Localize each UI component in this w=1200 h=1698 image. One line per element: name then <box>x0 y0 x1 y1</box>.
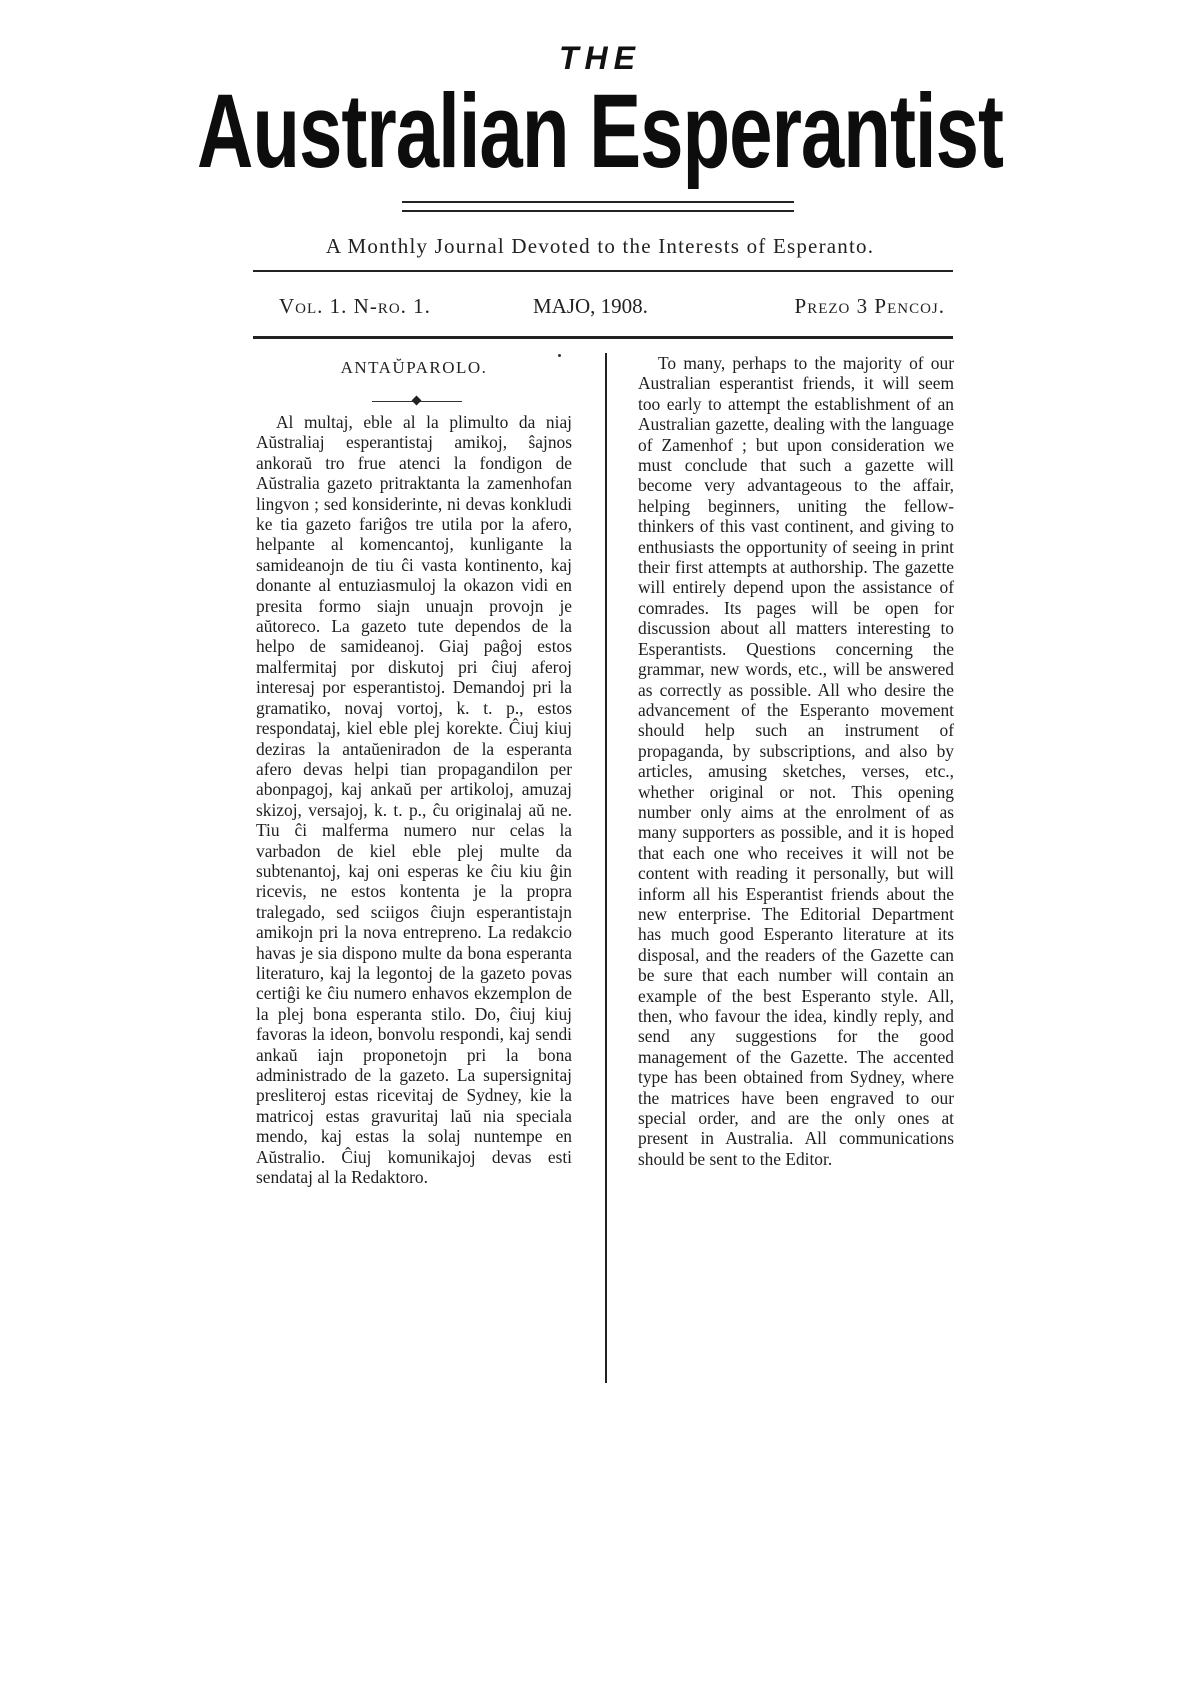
volume-number: Vol. 1. N-ro. 1. <box>279 294 431 318</box>
masthead-title: Australian Esperantist <box>197 71 1003 191</box>
english-article-text: To many, perhaps to the majority of our Australian esperantist friends, it will seem too early to attempt the establishment of an Australian gazette, dealing with the language of Zamenhof ; but upon consideration we must conclude that such a gazette will become very advantageous to the affair, helping beginners, uniting the fellow-thinkers of this vast continent, and giving to enthusiasts the opportunity of seeing in print their first attempts at authorship. The gazette will entirely depend upon the assistance of comrades. Its pages will be open for discussion about all matters interesting to Esperantists. Questions concerning the grammar, new words, etc., will be answered as correctly as possible. All who desire the advancement of the Esperanto movement should help such an instrument of propaganda, by subscriptions, and also by articles, amusing sketches, verses, etc., whether original or not. This opening number only aims at the enrolment of as many supporters as possible, and it is hoped that each one who receives it will not be content with reading it personally, but will inform all his Esperantist friends about the new enterprise. The Editorial Department has much good Esperanto literature at its disposal, and the readers of the Gazette can be sure that each number will contain an example of the best Esperanto style. All, then, who favour the idea, kindly reply, and send any suggestions for the good management of the Gazette. The accented type has been obtained from Sydney, where the matrices have been engraved to our special order, and are the only ones at present in Australia. All communications should be sent to the Editor. <box>638 353 954 1169</box>
issue-date: MAJO, 1908. <box>533 294 648 318</box>
article-heading: ANTAŬPAROLO. <box>340 358 488 377</box>
issue-bottom-rule <box>253 336 953 339</box>
masthead-subtitle: A Monthly Journal Devoted to the Interests of Esperanto. <box>325 234 875 258</box>
issue-price: Prezo 3 Pencoj. <box>794 294 945 318</box>
diamond-ornament-icon <box>412 396 422 406</box>
issue-top-rule <box>253 270 953 272</box>
column-divider <box>605 353 607 1383</box>
masthead-article: THE <box>559 40 641 76</box>
issue-line <box>275 294 945 324</box>
speck-mark <box>558 354 561 357</box>
masthead-double-rule <box>402 201 794 212</box>
esperanto-article-text: Al multaj, eble al la plimulto da niaj Aŭstraliaj esperantistaj amikoj, ŝajnos ankoraŭ tro frue atenci la fondigon de Aŭstralia gazeto pritraktanta la zamenhofan lingvon ; sed konsiderinte, ni devas konkludi ke tia gazeto fariĝos tre utila por la afero, helpante al komencantoj, kunligante la samideanojn de tiu ĉi vasta kontinento, kaj donante al entuziasmuloj la okazon vidi en presita formo siajn unuajn provojn je aŭtoreco. La gazeto tute dependos de la helpo de samideanoj. Giaj paĝoj estos malfermitaj por diskutoj pri ĉiuj aferoj interesaj por esperantistoj. Demandoj pri la gramatiko, novaj vortoj, k. t. p., estos respondataj, kiel eble plej korekte. Ĉiuj kiuj deziras la antaŭeniradon de la esperanta afero devas helpi tian propagandilon per abonpagoj, kaj ankaŭ per artikoloj, amuzaj skizoj, versajoj, k. t. p., ĉu originalaj aŭ ne. Tiu ĉi malferma numero nur celas la varbadon de kiel eble plej multe da subtenantoj, kaj oni esperas ke ĉiu kiu ĝin ricevis, ne estos kontenta je la propra tralegado, sed sciigos ĉiujn esperantistajn amikojn pri la nova entrepreno. La redakcio havas je sia dispono multe da bona esperanta literaturo, kaj la legontoj de la gazeto povas certiĝi ke ĉiu numero enhavos ekzemplon de la plej bona esperanta stilo. Do, ĉiuj kiuj favoras la ideon, bonvolu respondi, kaj sendi ankaŭ iajn proponetojn pri la bona administrado de la gazeto. La supersignitaj presliteroj estas ricevitaj de Sydney, kie la matricoj estas gravuritaj laŭ nia speciala mendo, kaj estas la solaj nuntempe en Aŭstralio. Ĉiuj komunikajoj devas esti sendataj al la Redaktoro. <box>256 412 572 1188</box>
heading-ornament <box>372 396 462 406</box>
